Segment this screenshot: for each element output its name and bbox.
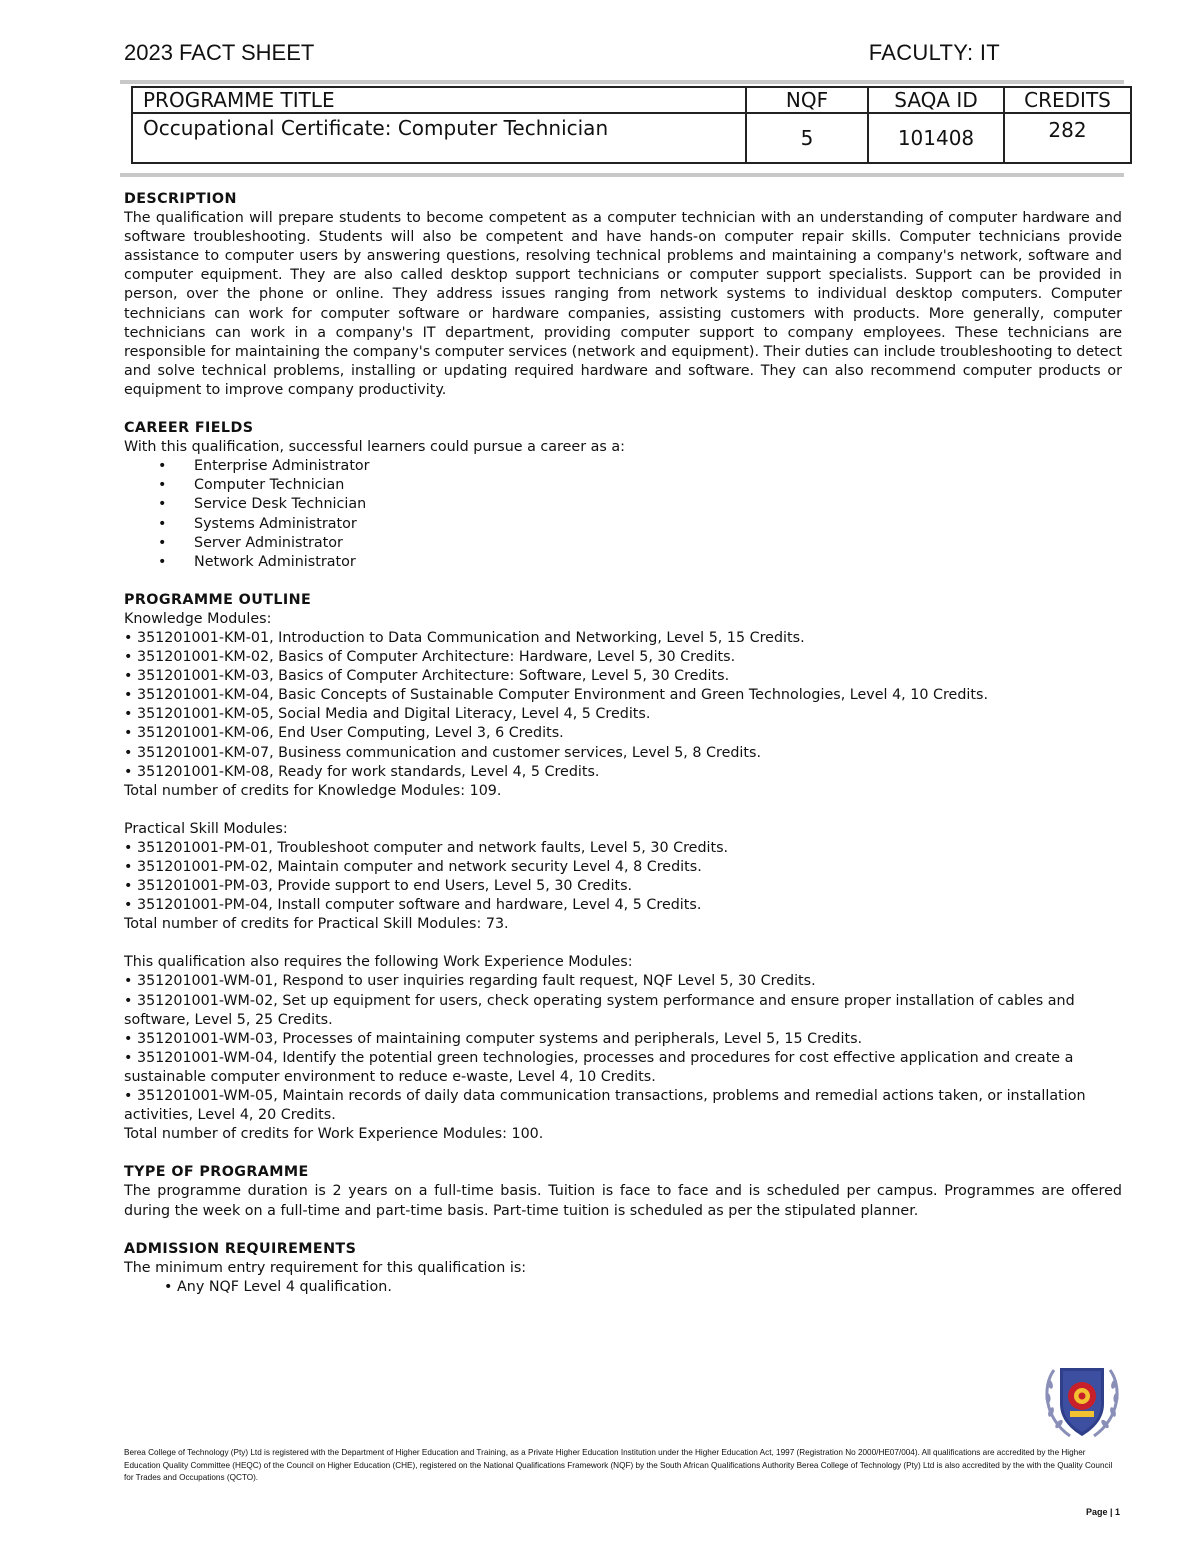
top-divider [120, 80, 1124, 84]
list-item: • 351201001-PM-04, Install computer software and hardware, Level 4, 5 Credits. [124, 897, 702, 914]
career-intro: With this qualification, successful learners could pursue a career as a: [124, 439, 625, 456]
career-list [124, 457, 1122, 572]
programme-table [131, 86, 1132, 164]
fact-sheet-title: 2023 FACT SHEET [124, 40, 315, 65]
knowledge-total: Total number of credits for Knowledge Modules: 109. [124, 782, 502, 799]
list-item: • 351201001-WM-04, Identify the potential green technologies, processes and procedures for cost effective application and create a sustainable computer environment to reduce e-waste, Level 4, 10 Credits. [124, 1049, 1074, 1085]
programme-title: Occupational Certificate: Computer Technician [132, 113, 746, 163]
list-item: • 351201001-KM-04, Basic Concepts of Sustainable Computer Environment and Green Technologies, Level 4, 10 Credits. [124, 687, 988, 704]
admission-heading: ADMISSION REQUIREMENTS [124, 1240, 357, 1257]
list-item: • Computer Technician [194, 476, 1122, 495]
table-bottom-divider [120, 173, 1124, 177]
list-item: • 351201001-KM-06, End User Computing, Level 3, 6 Credits. [124, 725, 564, 742]
programme-saqa-id: 101408 [868, 113, 1004, 163]
list-item: • 351201001-KM-05, Social Media and Digital Literacy, Level 4, 5 Credits. [124, 706, 651, 723]
list-item: • Systems Administrator [194, 515, 1122, 534]
list-item: • 351201001-KM-02, Basics of Computer Architecture: Hardware, Level 5, 30 Credits. [124, 649, 736, 666]
list-item: • Enterprise Administrator [194, 457, 1122, 476]
header-saqa-id: SAQA ID [868, 87, 1004, 113]
description-text: The qualification will prepare students to become competent as a computer technician with an understanding of computer hardware and software troubleshooting. Students will also be competent and have hands-on computer repair skills. Computer technicians provide assistance to computer users by answering questions, resolving technical problems and maintaining a company's network, software and computer equipment. They are also called desktop support technicians or computer support specialists. Support can be provided in person, over the phone or online. They address issues ranging from network systems to individual desktop computers. Computer technicians can work for computer software or hardware companies, assisting customers with products. More generally, computer technicians can work in a company's IT department, providing computer support to company employees. These technicians are responsible for maintaining the company's computer services (network and equipment). Their duties can include troubleshooting to detect and solve technical problems, installing or updating required hardware and software. They can also recommend computer products or equipment to improve company productivity. [124, 210, 1122, 398]
list-item: • Service Desk Technician [194, 495, 1122, 514]
list-item: • Server Administrator [194, 534, 1122, 553]
header-programme-title: PROGRAMME TITLE [132, 87, 746, 113]
career-heading: CAREER FIELDS [124, 420, 254, 437]
header-nqf: NQF [746, 87, 868, 113]
page-number: Page | 1 [1085, 1507, 1120, 1517]
admission-item: • Any NQF Level 4 qualification. [164, 1278, 392, 1295]
programme-type-text: The programme duration is 2 years on a full-time basis. Tuition is face to face and is scheduled per campus. Programmes are offered during the week on a full-time and part-time basis. Part-time tuition is scheduled as per the stipulated planner. [124, 1183, 1122, 1219]
fact-sheet-body [124, 190, 1122, 1297]
practical-total: Total number of credits for Practical Skill Modules: 73. [124, 916, 509, 933]
list-item: • 351201001-KM-03, Basics of Computer Architecture: Software, Level 5, 30 Credits. [124, 668, 730, 685]
programme-table-header-row [132, 87, 1131, 113]
list-item: • 351201001-PM-03, Provide support to end Users, Level 5, 30 Credits. [124, 878, 633, 895]
page-header [124, 40, 1000, 70]
list-item: • 351201001-WM-02, Set up equipment for users, check operating system performance and ensure proper installation of cables and software, Level 5, 25 Credits. [124, 992, 1075, 1028]
list-item: • 351201001-KM-08, Ready for work standards, Level 4, 5 Credits. [124, 763, 600, 780]
description-heading: DESCRIPTION [124, 191, 237, 207]
knowledge-modules-label: Knowledge Modules: [124, 610, 272, 627]
list-item: • Network Administrator [194, 553, 1122, 572]
programme-nqf: 5 [746, 113, 868, 163]
list-item: • 351201001-KM-07, Business communication and customer services, Level 5, 8 Credits. [124, 744, 762, 761]
list-item: • 351201001-WM-03, Processes of maintaining computer systems and peripherals, Level 5, 15 Credits. [124, 1030, 863, 1047]
college-crest-icon [1040, 1356, 1124, 1444]
work-total: Total number of credits for Work Experience Modules: 100. [124, 1126, 544, 1143]
programme-credits: 282 [1004, 113, 1131, 163]
list-item: • 351201001-KM-01, Introduction to Data Communication and Networking, Level 5, 15 Credits. [124, 629, 805, 646]
work-modules-label: This qualification also requires the following Work Experience Modules: [124, 954, 633, 971]
list-item: • 351201001-PM-01, Troubleshoot computer and network faults, Level 5, 30 Credits. [124, 839, 729, 856]
practical-modules-label: Practical Skill Modules: [124, 820, 288, 837]
programme-table-row [132, 113, 1131, 163]
admission-intro: The minimum entry requirement for this qualification is: [124, 1259, 527, 1276]
list-item: • 351201001-WM-01, Respond to user inquiries regarding fault request, NQF Level 5, 30 Credits. [124, 973, 816, 990]
list-item: • 351201001-WM-05, Maintain records of daily data communication transactions, problems and remedial actions taken, or installation activities, Level 4, 20 Credits. [124, 1088, 1086, 1124]
accreditation-footer: Berea College of Technology (Pty) Ltd is registered with the Department of Higher Education and Training, as a Private Higher Education Institution under the Higher Education Act, 1997 (Registration No 2000/HE07/004). All qualifications are accredited by the Higher Education Quality Committee (HEQC) of the Council on Higher Education (CHE), registered on the National Qualifications Framework (NQF) by the South African Qualifications Authority Berea College of Technology (Pty) Ltd is also accredited by the with the Quality Council for Trades and Occupations (QCTO). [124, 1448, 1113, 1482]
outline-heading: PROGRAMME OUTLINE [124, 591, 312, 608]
list-item: • 351201001-PM-02, Maintain computer and network security Level 4, 8 Credits. [124, 859, 702, 875]
faculty-label: FACULTY: IT [868, 40, 1000, 65]
header-credits: CREDITS [1004, 87, 1131, 113]
programme-type-heading: TYPE OF PROGRAMME [124, 1164, 309, 1181]
